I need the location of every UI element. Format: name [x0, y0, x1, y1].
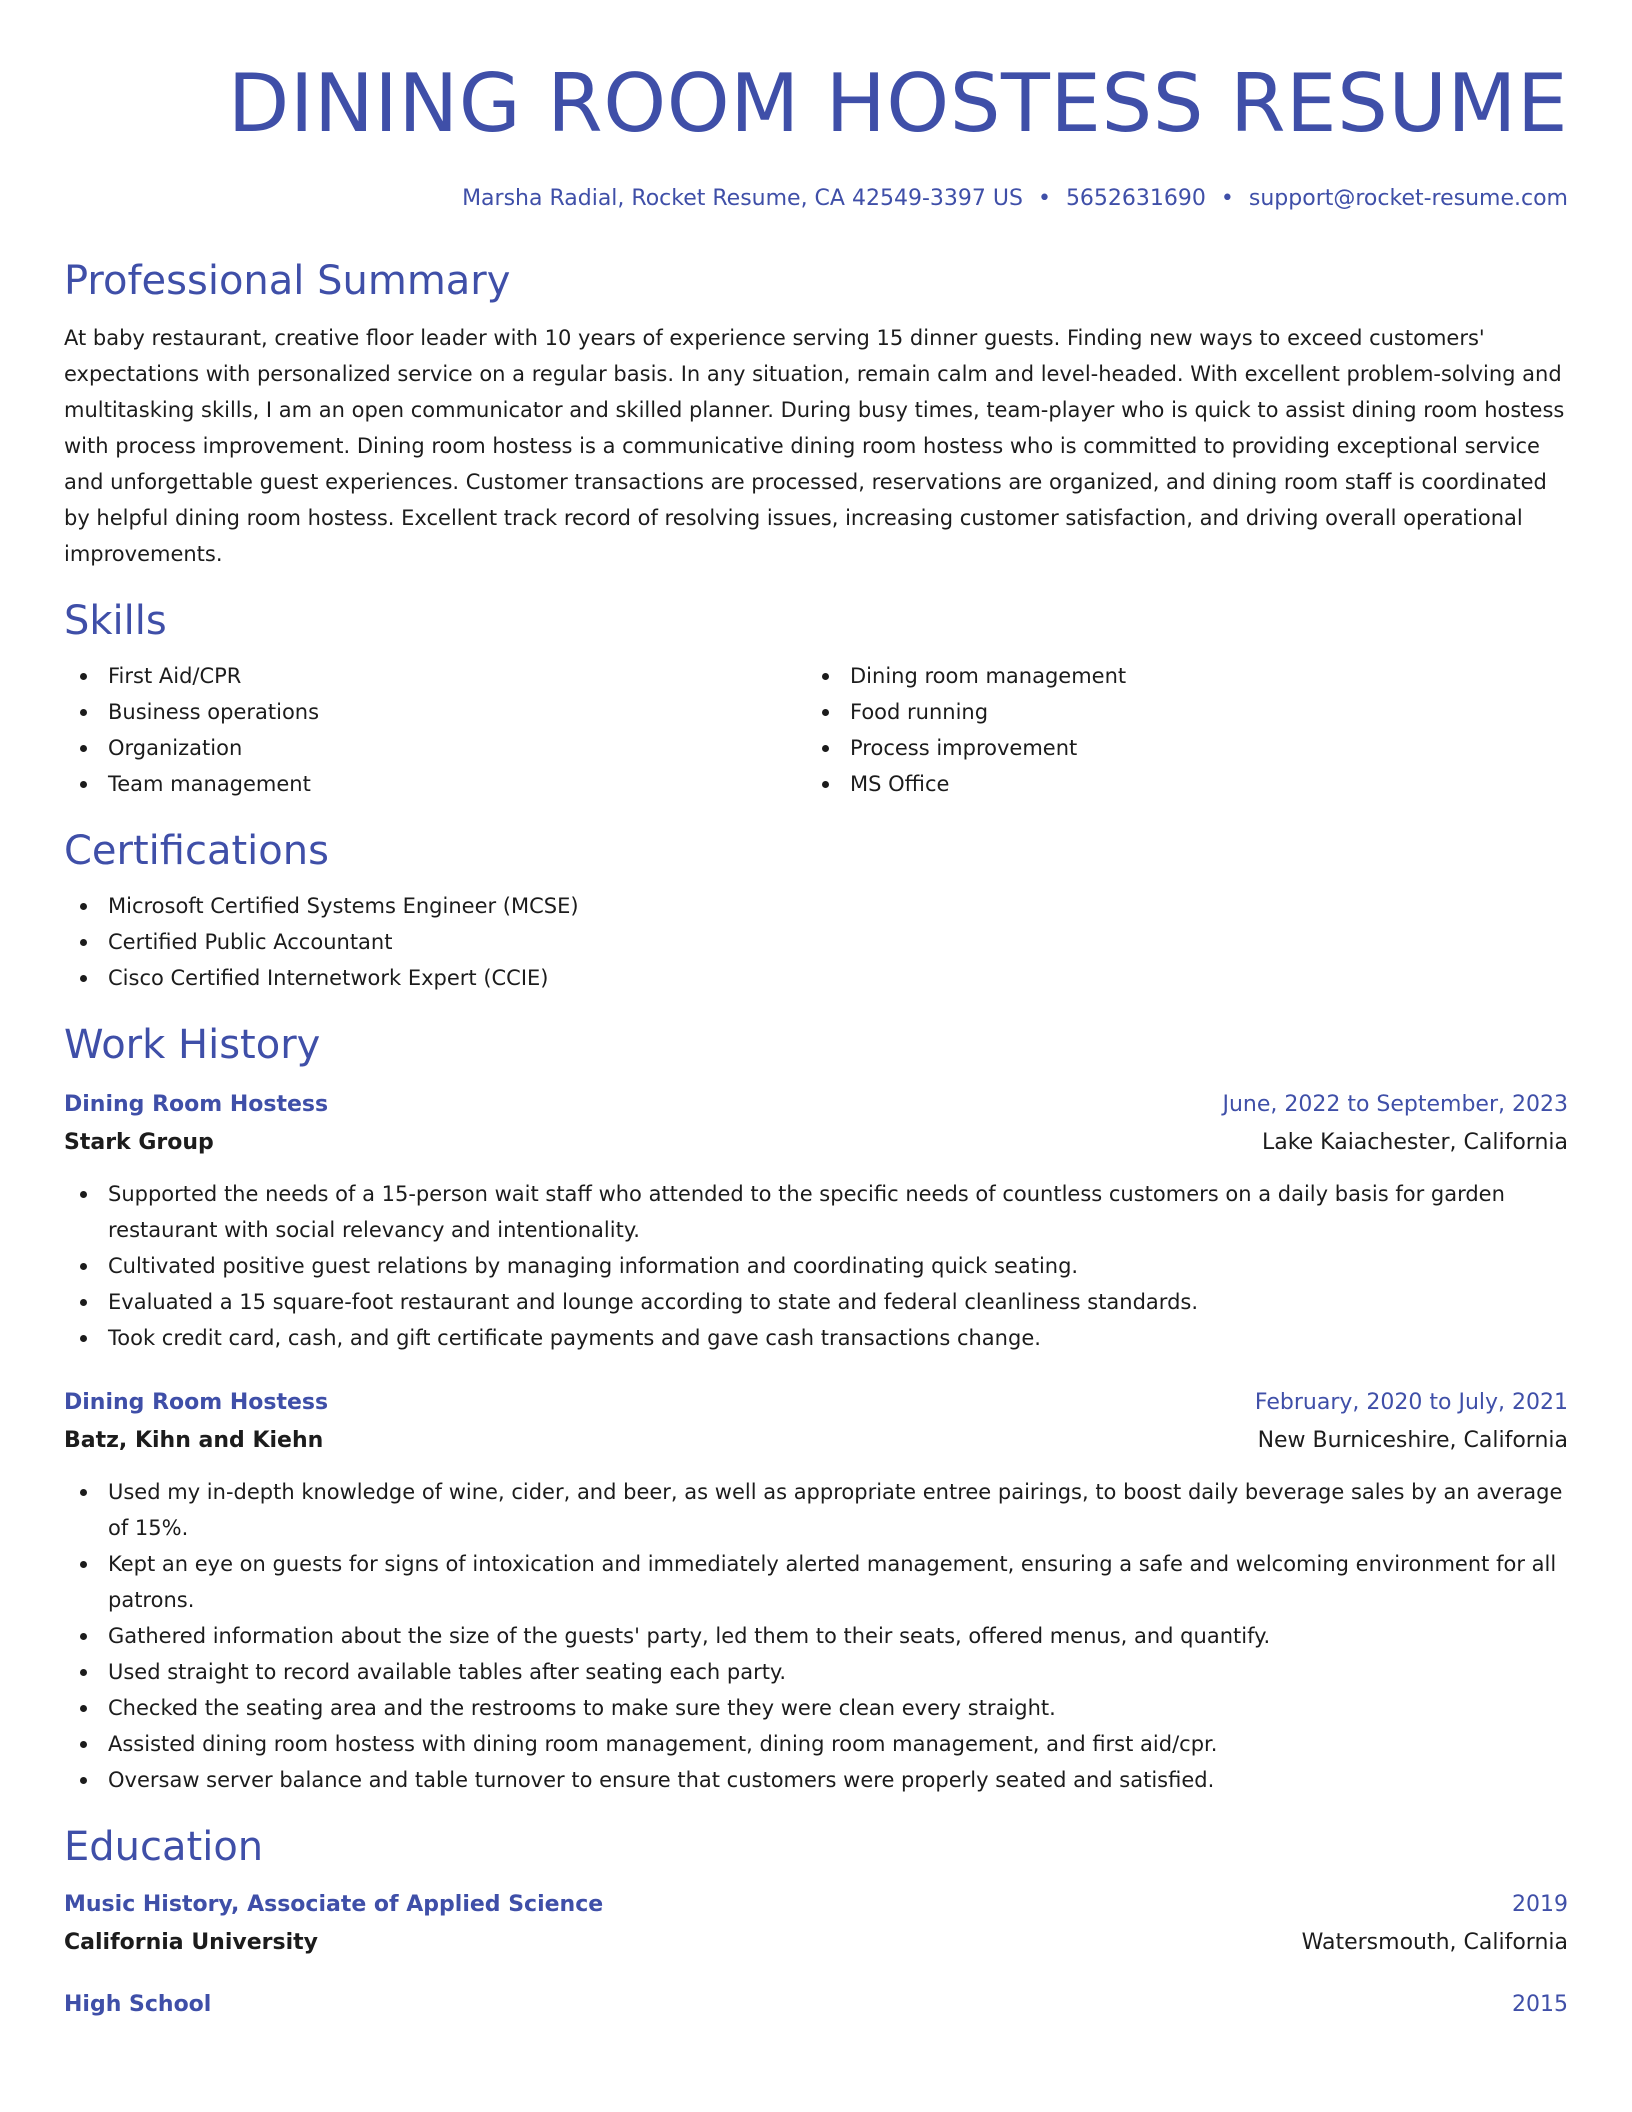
education-year: 2019: [1512, 1892, 1568, 1917]
skill-item: Organization: [64, 730, 806, 766]
job-bullet: Used straight to record available tables after seating each party.: [64, 1654, 1568, 1690]
job-subheader: [64, 1422, 1568, 1460]
job-bullet: Kept an eye on guests for signs of intoxication and immediately alerted management, ensuring a safe and welcoming environment for all patrons.: [64, 1546, 1568, 1618]
education-heading: Education: [64, 1824, 264, 1870]
job-entry: [64, 1384, 1568, 1798]
job-dates: February, 2020 to July, 2021: [1254, 1390, 1568, 1415]
job-entry: [64, 1086, 1568, 1356]
education-header: [64, 1886, 1568, 1924]
job-bullet: Assisted dining room hostess with dining room management, dining room management, and first aid/cpr.: [64, 1726, 1568, 1762]
skill-item: Business operations: [64, 694, 806, 730]
job-bullets: [64, 1474, 1568, 1798]
certification-item: Microsoft Certified Systems Engineer (MCSE): [64, 888, 1568, 924]
skill-item: First Aid/CPR: [64, 658, 806, 694]
certification-item: Certified Public Accountant: [64, 924, 1568, 960]
contact-separator: •: [1037, 186, 1051, 211]
job-subheader: [64, 1124, 1568, 1162]
contact-email[interactable]: support@rocket-resume.com: [1248, 186, 1568, 211]
resume-page: [64, 0, 1568, 2024]
skills-list: [64, 658, 1568, 802]
education-school: California University: [64, 1930, 318, 1955]
education-header: [64, 1986, 1568, 2024]
job-bullet: Checked the seating area and the restrooms to make sure they were clean every straight.: [64, 1690, 1568, 1726]
skills-column-left: [64, 658, 806, 802]
education-location: Watersmouth, California: [1301, 1930, 1568, 1955]
certifications-heading: Certifications: [64, 828, 329, 874]
education-entry: [64, 1886, 1568, 1962]
work-history-heading: Work History: [64, 1022, 321, 1068]
education-entry: [64, 1986, 1568, 2024]
summary-text: At baby restaurant, creative floor leader with 10 years of experience serving 15 dinner guests. Finding new ways to exceed customers' expectations with personalized service on a regular basis. In any situation, remain calm and level-headed. With excellent problem-solving and multitasking skills, I am an open communicator and skilled planner. During busy times, team-player who is quick to assist dining room hostess with process improvement. Dining room hostess is a communicative dining room hostess who is committed to providing exceptional service and unforgettable guest experiences. Customer transactions are processed, reservations are organized, and dining room staff is coordinated by helpful dining room hostess. Excellent track record of resolving issues, increasing customer satisfaction, and driving overall operational improvements.: [64, 326, 1565, 566]
skill-item: Dining room management: [806, 658, 1548, 694]
certification-item: Cisco Certified Internetwork Expert (CCIE): [64, 960, 1568, 996]
job-header: [64, 1384, 1568, 1422]
job-bullet: Cultivated positive guest relations by managing information and coordinating quick seating.: [64, 1248, 1568, 1284]
skills-column-right: [806, 658, 1548, 802]
job-company: Stark Group: [64, 1130, 214, 1155]
job-dates: June, 2022 to September, 2023: [1222, 1092, 1568, 1117]
page-title: DINING ROOM HOSTESS RESUME: [227, 57, 1568, 150]
job-location: Lake Kaiachester, California: [1261, 1130, 1568, 1155]
contact-address: Marsha Radial, Rocket Resume, CA 42549-3397 US: [462, 186, 1023, 211]
job-bullet: Supported the needs of a 15-person wait staff who attended to the specific needs of countless customers on a daily basis for garden restaurant with social relevancy and intentionality.: [64, 1176, 1568, 1248]
education-year: 2015: [1512, 1992, 1568, 2017]
job-role: Dining Room Hostess: [64, 1092, 329, 1117]
job-company: Batz, Kihn and Kiehn: [64, 1428, 324, 1453]
job-header: [64, 1086, 1568, 1124]
skill-item: MS Office: [806, 766, 1548, 802]
job-bullet: Oversaw server balance and table turnover to ensure that customers were properly seated and satisfied.: [64, 1762, 1568, 1798]
job-bullet: Evaluated a 15 square-foot restaurant and lounge according to state and federal cleanliness standards.: [64, 1284, 1568, 1320]
skill-item: Process improvement: [806, 730, 1548, 766]
job-bullet: Took credit card, cash, and gift certificate payments and gave cash transactions change.: [64, 1320, 1568, 1356]
job-location: New Burniceshire, California: [1257, 1428, 1568, 1453]
certifications-list: [64, 888, 1568, 996]
job-bullets: [64, 1176, 1568, 1356]
skill-item: Team management: [64, 766, 806, 802]
job-role: Dining Room Hostess: [64, 1390, 329, 1415]
job-bullet: Gathered information about the size of the guests' party, led them to their seats, offered menus, and quantify.: [64, 1618, 1568, 1654]
job-bullet: Used my in-depth knowledge of wine, cider, and beer, as well as appropriate entree pairings, to boost daily beverage sales by an average of 15%.: [64, 1474, 1568, 1546]
summary-heading: Professional Summary: [64, 258, 511, 304]
contact-line: [64, 184, 1568, 214]
contact-separator: •: [1220, 186, 1234, 211]
education-subheader: [64, 1924, 1568, 1962]
contact-phone: 5652631690: [1065, 186, 1206, 211]
skill-item: Food running: [806, 694, 1548, 730]
skills-heading: Skills: [64, 598, 167, 644]
education-degree: Music History, Associate of Applied Science: [64, 1892, 604, 1917]
education-degree: High School: [64, 1992, 212, 2017]
